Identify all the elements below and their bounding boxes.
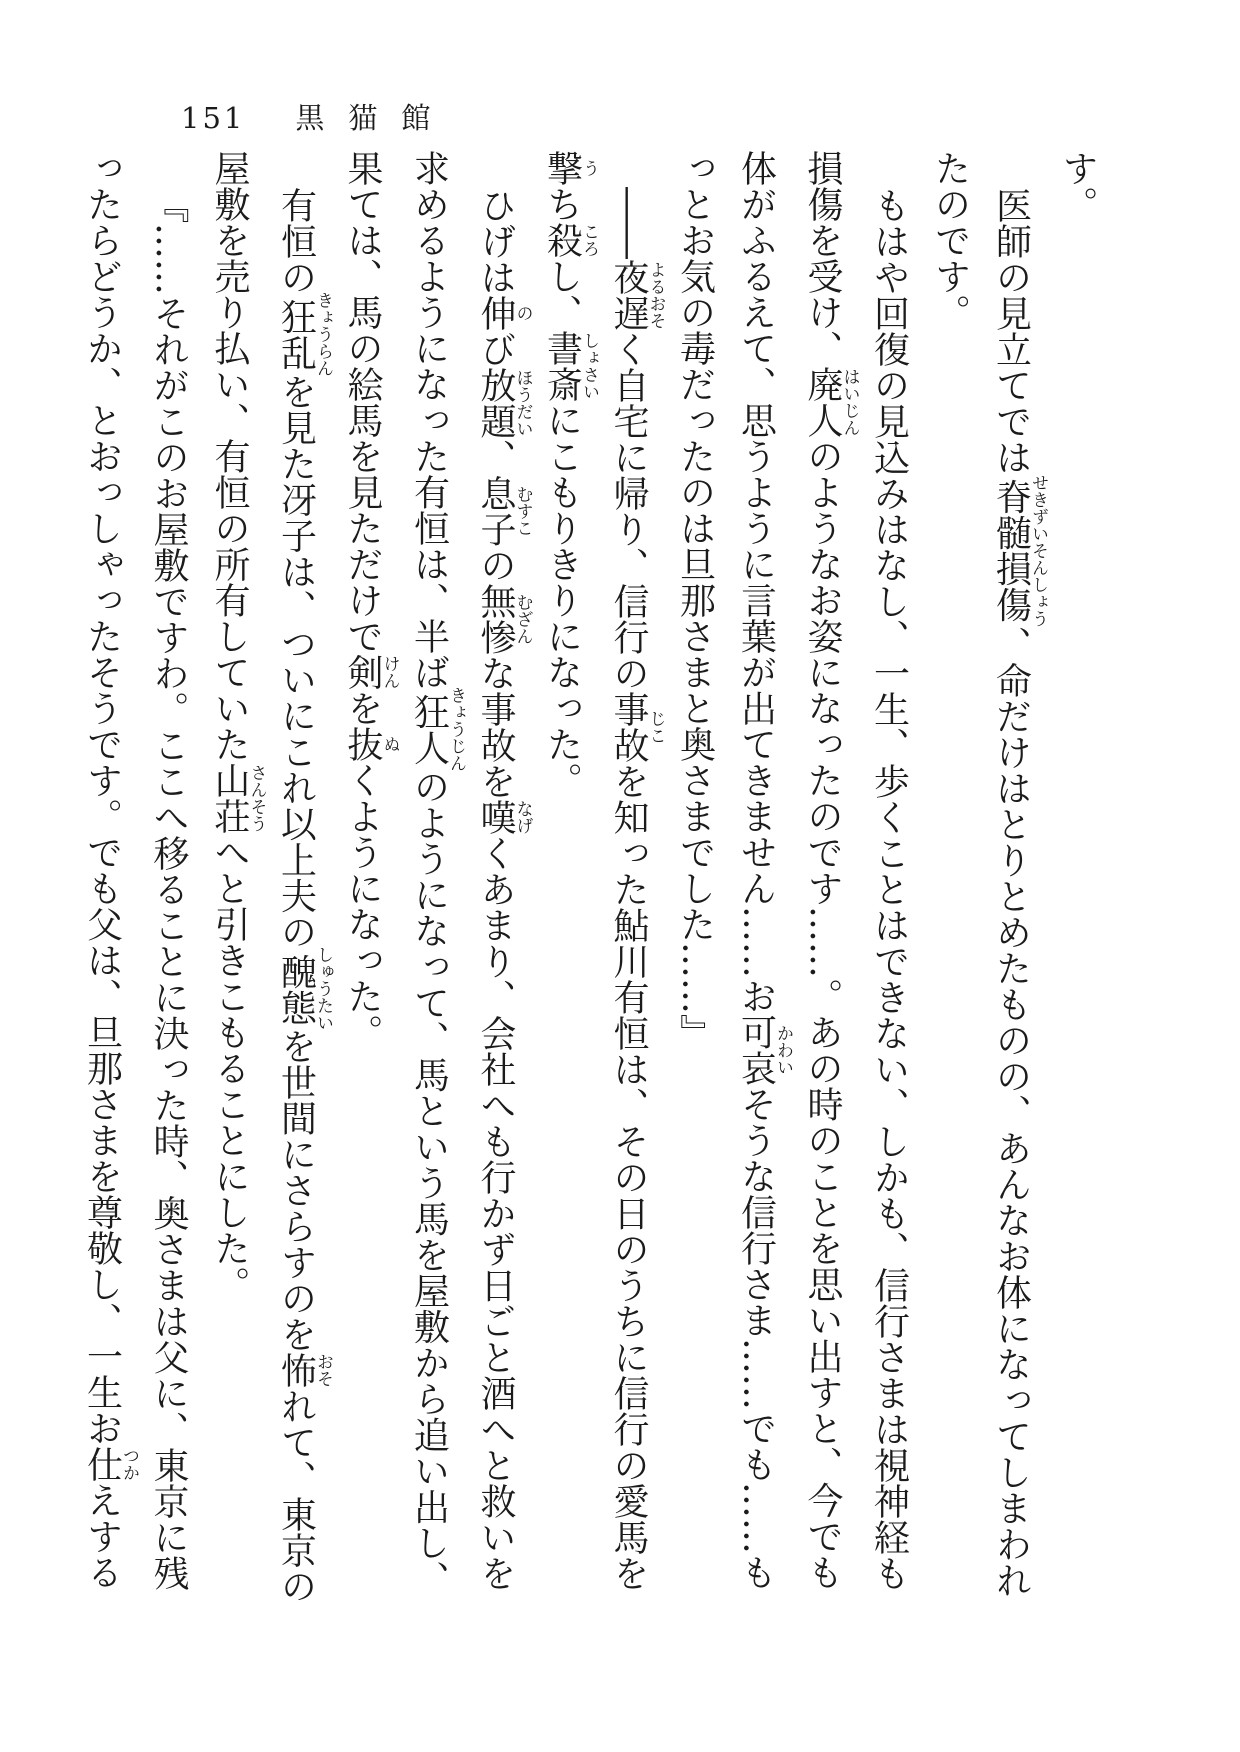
ruby-annotated-word: 剣けん: [342, 654, 400, 690]
ruby-annotated-word: 狂人きょうじん: [408, 686, 466, 772]
text-line: たのです。: [929, 150, 971, 330]
text-line: 損傷を受け、廃人はいじんのようなお姿になったのです……。あの時のことを思い出すと、今でも: [802, 150, 860, 1590]
page-number: 151: [181, 101, 246, 135]
ruby-annotated-word: 抜ぬ: [342, 726, 400, 762]
ruby-annotated-word: 仕つか: [81, 1446, 139, 1482]
vertical-text-block: [72, 150, 1109, 1604]
text-line: ひげは伸のび放題ほうだい、息子むすこの無惨むざんな事故を嘆なげくあまり、会社へも行かず日ごと酒へと救いを: [475, 187, 533, 1591]
ruby-annotated-word: 撃う: [541, 150, 599, 186]
text-line: す。: [1057, 150, 1098, 222]
ruby-annotated-word: 無惨むざん: [475, 583, 533, 655]
text-line: 有恒の狂乱きょうらんを見た冴子は、ついにこれ以上夫の醜態しゅうたいを世間にさらすのを怖おそれて、東京の: [275, 187, 333, 1604]
ruby-annotated-word: 伸の: [475, 295, 533, 331]
text-line: っとお気の毒だったのは旦那さまと奥さまでした……』: [674, 150, 716, 1050]
ruby-annotated-word: 狂乱きょうらん: [275, 291, 333, 377]
text-line: 撃うち殺ころし、書斎しょさいにこもりきりになった。: [541, 150, 599, 798]
ruby-annotated-word: 放題ほうだい: [475, 367, 533, 439]
ruby-annotated-word: 殺ころ: [541, 222, 599, 258]
running-title: 黒猫館: [295, 101, 455, 135]
ruby-annotated-word: 可哀かわい: [735, 1014, 793, 1086]
text-line: 果ては、馬の絵馬を見ただけで剣けんを抜ぬくようになった。: [342, 150, 400, 1050]
ruby-annotated-word: 怖おそ: [275, 1352, 333, 1388]
text-line: 『……それがこのお屋敷ですわ。ここへ移ることに決った時、奥さまは父に、東京に残: [148, 187, 189, 1591]
text-line: 求めるようになった有恒は、半ば狂人きょうじんのようになって、馬という馬を屋敷から追い出し、: [408, 150, 466, 1597]
ruby-annotated-word: 息子むすこ: [475, 475, 533, 547]
text-line: 体がふるえて、思うように言葉が出てきません……お可哀かわいそうな信行さま……でも……も: [735, 150, 793, 1590]
text-line: もはや回復の見込みはなし、一生、歩くことはできない、しかも、信行さまは視神経も: [868, 187, 910, 1591]
text-line: 医師の見立てでは脊髄損傷せきずいそんしょう、命だけはとりとめたものの、あんなお体になってしまわれ: [990, 187, 1048, 1598]
ruby-annotated-word: 嘆なげ: [475, 799, 533, 835]
ruby-annotated-word: 醜態しゅうたい: [275, 946, 333, 1032]
running-header: [181, 96, 454, 137]
ruby-annotated-word: 脊髄損傷せきずいそんしょう: [990, 473, 1048, 627]
ruby-annotated-word: 事故じこ: [608, 691, 666, 763]
ruby-annotated-word: 書斎しょさい: [541, 330, 599, 402]
ruby-annotated-word: 夜遅よるおそ: [608, 259, 666, 331]
text-line: ったらどうか、とおっしゃったそうです。でも父は、旦那さまを尊敬し、一生お仕つかえする: [81, 150, 139, 1590]
ruby-annotated-word: 廃人はいじん: [802, 366, 860, 438]
ruby-annotated-word: 山荘さんそう: [209, 762, 267, 834]
text-line: 屋敷を売り払い、有恒の所有していた山荘さんそうへと引きこもることにした。: [209, 150, 267, 1302]
text-line: ――夜遅よるおそく自宅に帰り、信行の事故じこを知った鮎川有恒は、その日のうちに信行の愛馬を: [608, 187, 666, 1591]
